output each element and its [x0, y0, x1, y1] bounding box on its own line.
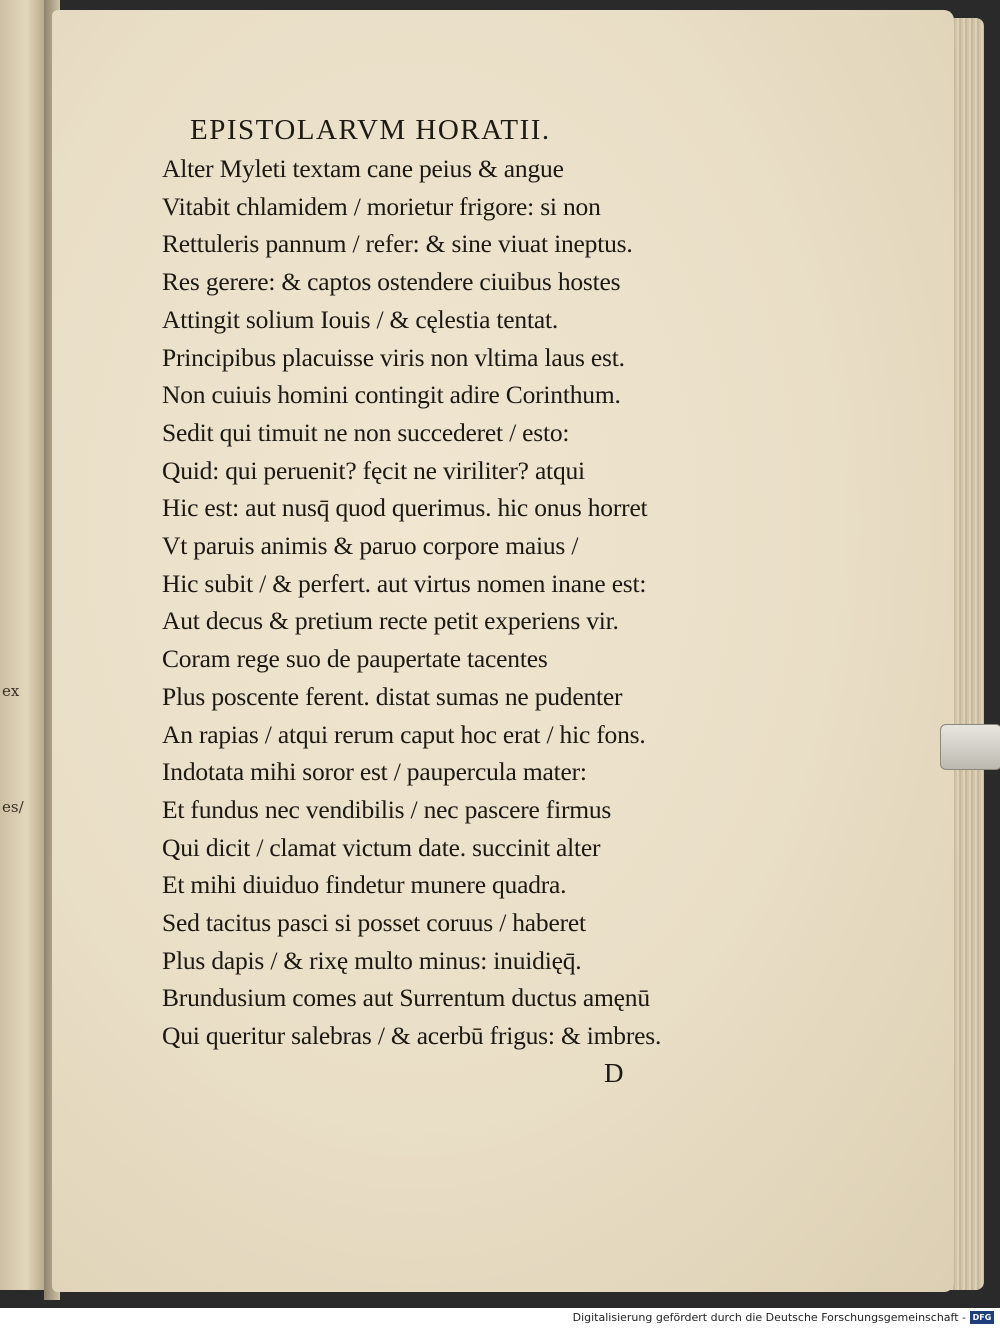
- verse-line: Principibus placuisse viris non vltima laus est.: [162, 342, 625, 372]
- margin-note: es/: [2, 798, 24, 816]
- verse-line: Et fundus nec vendibilis / nec pascere firmus: [162, 794, 612, 824]
- left-page-edge: [0, 0, 46, 1290]
- verse-line: Et mihi diuiduo findetur munere quadra.: [162, 870, 567, 900]
- clip-tab: [940, 724, 1000, 770]
- dfg-logo: DFG: [970, 1311, 994, 1324]
- verse-line: Qui dicit / clamat victum date. succinit alter: [162, 832, 601, 862]
- verse-line: Attingit solium Iouis / & cęlestia tentat.: [162, 304, 559, 334]
- verse-line: Vt paruis animis & paruo corpore maius /: [162, 531, 579, 561]
- verse-line: Brundusium comes aut Surrentum ductus amęnū: [162, 983, 650, 1013]
- verse-line: Hic subit / & perfert. aut virtus nomen inane est:: [162, 568, 647, 598]
- verse-line: Sedit qui timuit ne non succederet / esto:: [162, 417, 570, 447]
- verse-line: Quid: qui peruenit? fęcit ne viriliter? atqui: [162, 455, 585, 485]
- credit-line: Digitalisierung gefördert durch die Deutsche Forschungsgemeinschaft -: [572, 1311, 966, 1324]
- text-block: [162, 110, 722, 1055]
- verse-line: Alter Myleti textam cane peius & angue: [162, 154, 564, 183]
- verse-line: Indotata mihi soror est / paupercula mater:: [162, 757, 587, 787]
- verse-list: [162, 150, 722, 1055]
- footer: [0, 1308, 1000, 1328]
- verse-line: Qui queritur salebras / & acerbū frigus: & imbres.: [162, 1021, 662, 1051]
- verse-line: Vitabit chlamidem / morietur frigore: si non: [162, 191, 601, 221]
- verse-line: Plus dapis / & rixę multo minus: inuidięq̄.: [162, 945, 582, 975]
- verse-line: Res gerere: & captos ostendere ciuibus hostes: [162, 267, 621, 297]
- signature-mark: D: [604, 1058, 624, 1088]
- verse-line: Aut decus & pretium recte petit experiens vir.: [162, 606, 619, 636]
- verse-line: Hic est: aut nusq̄ quod querimus. hic onus horret: [162, 493, 648, 523]
- verse-line: Non cuiuis homini contingit adire Corinthum.: [162, 380, 621, 410]
- verse-line: Coram rege suo de paupertate tacentes: [162, 644, 548, 674]
- verse-line: Rettuleris pannum / refer: & sine viuat ineptus.: [162, 229, 633, 259]
- verse-line: Plus poscente ferent. distat sumas ne pudenter: [162, 681, 623, 711]
- running-head: EPISTOLARVM HORATII.: [190, 114, 551, 146]
- verse-line: Sed tacitus pasci si posset coruus / haberet: [162, 908, 586, 938]
- margin-note: ex: [2, 682, 20, 700]
- verse-line: An rapias / atqui rerum caput hoc erat / hic fons.: [162, 719, 646, 749]
